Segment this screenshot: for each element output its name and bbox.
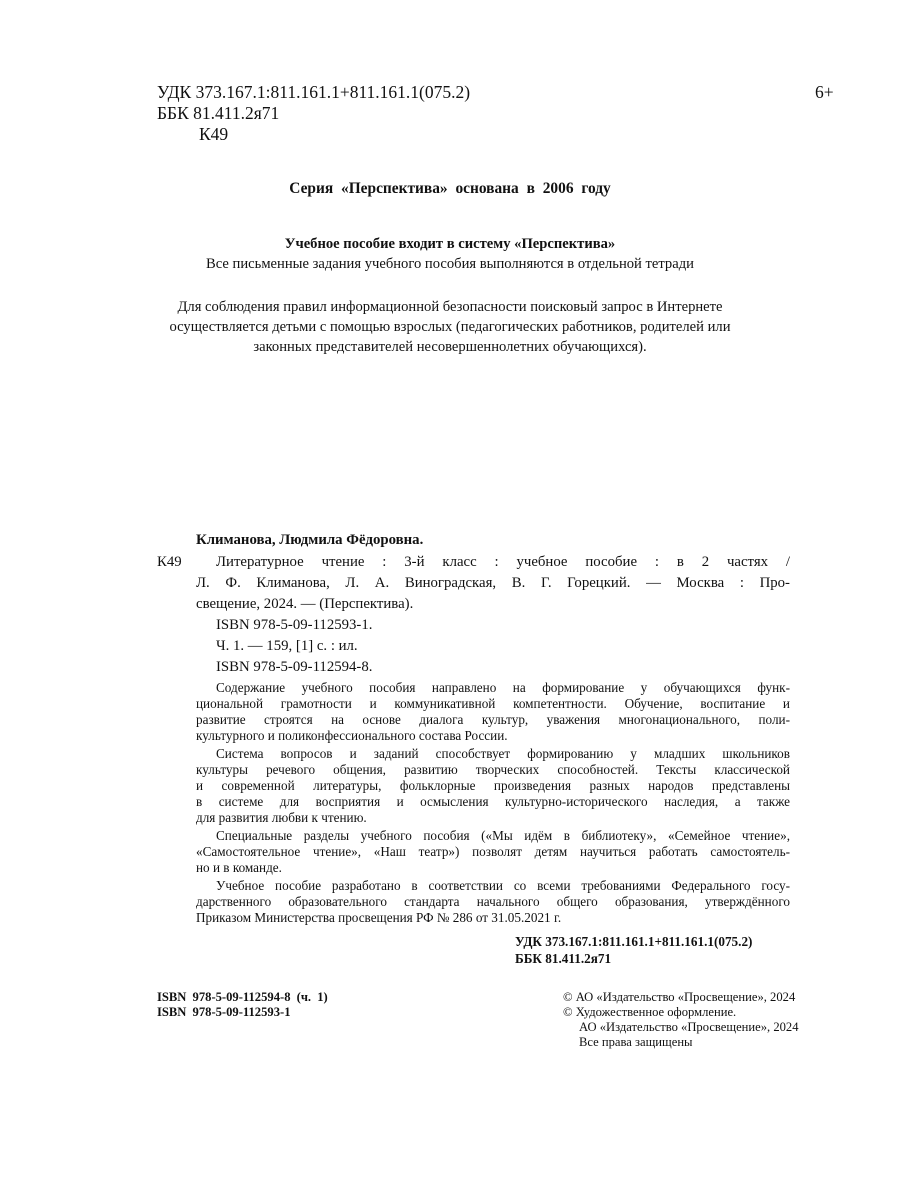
annotation-line: «Самостоятельное чтение», «Наш театр») позволят детям научиться работать самостоятель-: [196, 844, 790, 859]
catalog-author-heading: Климанова, Людмила Фёдоровна.: [196, 532, 424, 548]
copyright-line: АО «Издательство «Просвещение», 2024: [579, 1020, 799, 1034]
copyright-line: © АО «Издательство «Просвещение», 2024: [563, 990, 796, 1004]
annotation-line: развитие строятся на основе диалога культур, уважения многонационального, поли-: [196, 712, 790, 727]
bbk-code-bottom: ББК 81.411.2я71: [515, 951, 612, 966]
catalog-isbn-part: ISBN 978-5-09-112594-8.: [216, 659, 373, 675]
annotation-line: культуры речевого общения, развитию творческих способностей. Тексты классической: [196, 762, 790, 777]
annotation-line: циональной грамотности и коммуникативной компетентности. Обучение, воспитание и: [196, 696, 790, 711]
annotation-line: для развития любви к чтению.: [196, 810, 367, 825]
annotation-line: Учебное пособие разработано в соответствии со всеми требованиями Федерального госу-: [216, 878, 790, 893]
safety-notice-line: законных представителей несовершеннолетних обучающихся).: [253, 339, 647, 355]
isbn-line-part1: ISBN 978-5-09-112594-8 (ч. 1): [157, 990, 328, 1004]
system-line-regular: Все письменные задания учебного пособия выполняются в отдельной тетради: [206, 256, 694, 272]
catalog-isbn-set: ISBN 978-5-09-112593-1.: [216, 617, 373, 633]
safety-notice-line: осуществляется детьми с помощью взрослых (педагогических работников, родителей или: [169, 319, 731, 335]
catalog-mark: К49: [157, 554, 182, 570]
copyright-line: © Художественное оформление.: [563, 1005, 737, 1019]
annotation-line: и современной литературы, фольклорные произведения разных народов представлены: [196, 778, 790, 793]
catalog-description-line: Литературное чтение : 3-й класс : учебное пособие : в 2 частях /: [216, 554, 790, 570]
safety-notice-line: Для соблюдения правил информационной безопасности поисковый запрос в Интернете: [177, 299, 723, 315]
annotation-line: дарственного образовательного стандарта начального общего образования, утверждённого: [196, 894, 790, 909]
udk-code-top: УДК 373.167.1:811.161.1+811.161.1(075.2): [157, 82, 471, 102]
udk-code-bottom: УДК 373.167.1:811.161.1+811.161.1(075.2): [515, 934, 753, 949]
annotation-line: культурного и поликонфессионального состава России.: [196, 728, 508, 743]
age-rating: 6+: [815, 82, 834, 102]
annotation-line: в системе для восприятия и осмысления культурно-исторического наследия, а также: [196, 794, 790, 809]
annotation-line: Система вопросов и заданий способствует формированию у младших школьников: [216, 746, 790, 761]
annotation-line: но и в команде.: [196, 860, 282, 875]
catalog-description-line: Л. Ф. Климанова, Л. А. Виноградская, В. Г. Горецкий. — Москва : Про-: [196, 575, 790, 591]
rights-reserved: Все права защищены: [579, 1035, 693, 1049]
annotation-line: Содержание учебного пособия направлено на формирование у обучающихся функ-: [216, 680, 790, 695]
isbn-line-set: ISBN 978-5-09-112593-1: [157, 1005, 291, 1019]
catalog-part: Ч. 1. — 159, [1] с. : ил.: [216, 638, 358, 654]
annotation-line: Специальные разделы учебного пособия («Мы идём в библиотеку», «Семейное чтение»,: [216, 828, 790, 843]
system-line-bold: Учебное пособие входит в систему «Перспектива»: [284, 236, 616, 252]
bbk-code-top: ББК 81.411.2я71: [157, 103, 280, 123]
series-line: Серия «Перспектива» основана в 2006 году: [289, 180, 611, 197]
catalog-description-line: свещение, 2024. — (Перспектива).: [196, 596, 414, 612]
annotation-line: Приказом Министерства просвещения РФ № 286 от 31.05.2021 г.: [196, 910, 562, 925]
author-mark-top: К49: [199, 124, 229, 144]
